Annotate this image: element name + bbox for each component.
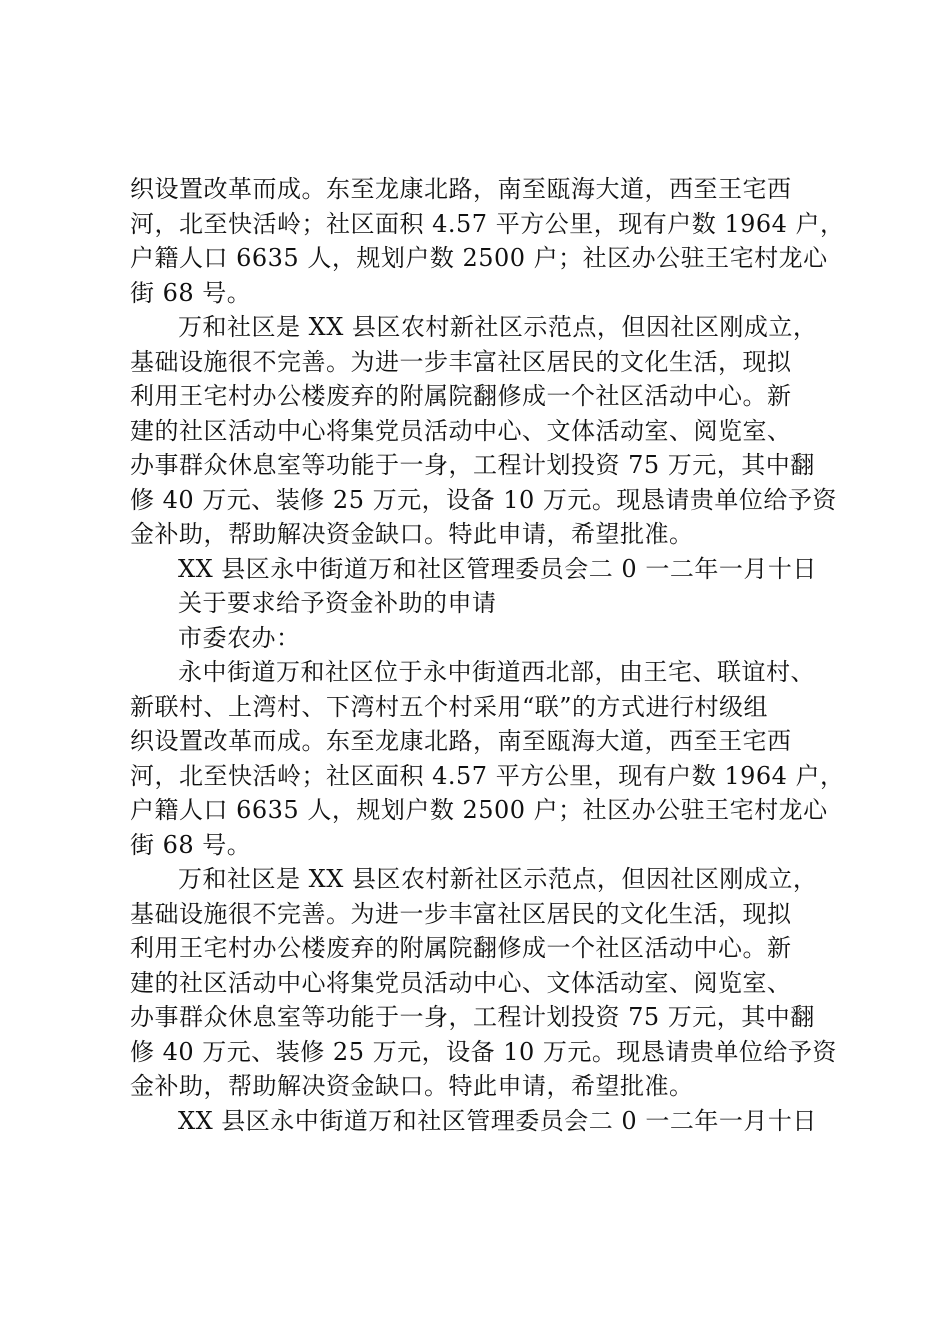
document-line: 街 68 号。 [130, 830, 252, 859]
document-line: 户籍人口 6635 人，规划户数 2500 户；社区办公驻王宅村龙心 [130, 796, 828, 824]
document-line: XX 县区永中街道万和社区管理委员会二 0 一二年一月十日 [178, 1106, 817, 1135]
document-line: 金补助，帮助解决资金缺口。特此申请，希望批准。 [130, 520, 694, 548]
document-line: XX 县区永中街道万和社区管理委员会二 0 一二年一月十日 [178, 554, 817, 583]
document-line: 基础设施很不完善。为进一步丰富社区居民的文化生活，现拟 [130, 899, 792, 928]
document-line: 河，北至快活岭；社区面积 4.57 平方公里，现有户数 1964 户， [130, 761, 845, 790]
document-line: 街 68 号。 [130, 278, 252, 307]
document-line: 建的社区活动中心将集党员活动中心、文体活动室、阅览室、 [130, 416, 792, 445]
document-line: 织设置改革而成。东至龙康北路，南至瓯海大道，西至王宅西 [130, 727, 792, 755]
document-line: 办事群众休息室等功能于一身，工程计划投资 75 万元，其中翻 [130, 451, 815, 479]
document-line: 金补助，帮助解决资金缺口。特此申请，希望批准。 [130, 1072, 694, 1100]
document-body [130, 172, 845, 1138]
document-line: 修 40 万元、装修 25 万元，设备 10 万元。现恳请贵单位给予资 [130, 485, 837, 514]
document-line: 新联村、上湾村、下湾村五个村采用“联”的方式进行村级组 [130, 692, 769, 721]
document-line: 万和社区是 XX 县区农村新社区示范点，但因社区刚成立， [178, 313, 818, 341]
document-line: 织设置改革而成。东至龙康北路，南至瓯海大道，西至王宅西 [130, 175, 792, 203]
document-line: 关于要求给予资金补助的申请 [178, 589, 497, 617]
document-line: 市委农办： [178, 623, 301, 652]
document-line: 河，北至快活岭；社区面积 4.57 平方公里，现有户数 1964 户， [130, 209, 845, 238]
document-line: 户籍人口 6635 人，规划户数 2500 户；社区办公驻王宅村龙心 [130, 244, 828, 272]
document-line: 万和社区是 XX 县区农村新社区示范点，但因社区刚成立， [178, 865, 818, 893]
document-line: 利用王宅村办公楼废弃的附属院翻修成一个社区活动中心。新 [130, 382, 792, 410]
document-line: 基础设施很不完善。为进一步丰富社区居民的文化生活，现拟 [130, 347, 792, 376]
document-line: 修 40 万元、装修 25 万元，设备 10 万元。现恳请贵单位给予资 [130, 1037, 837, 1066]
document-line: 建的社区活动中心将集党员活动中心、文体活动室、阅览室、 [130, 968, 792, 997]
document-line: 利用王宅村办公楼废弃的附属院翻修成一个社区活动中心。新 [130, 934, 792, 962]
document-line: 办事群众休息室等功能于一身，工程计划投资 75 万元，其中翻 [130, 1003, 815, 1031]
document-line: 永中街道万和社区位于永中街道西北部，由王宅、联谊村、 [178, 658, 815, 686]
